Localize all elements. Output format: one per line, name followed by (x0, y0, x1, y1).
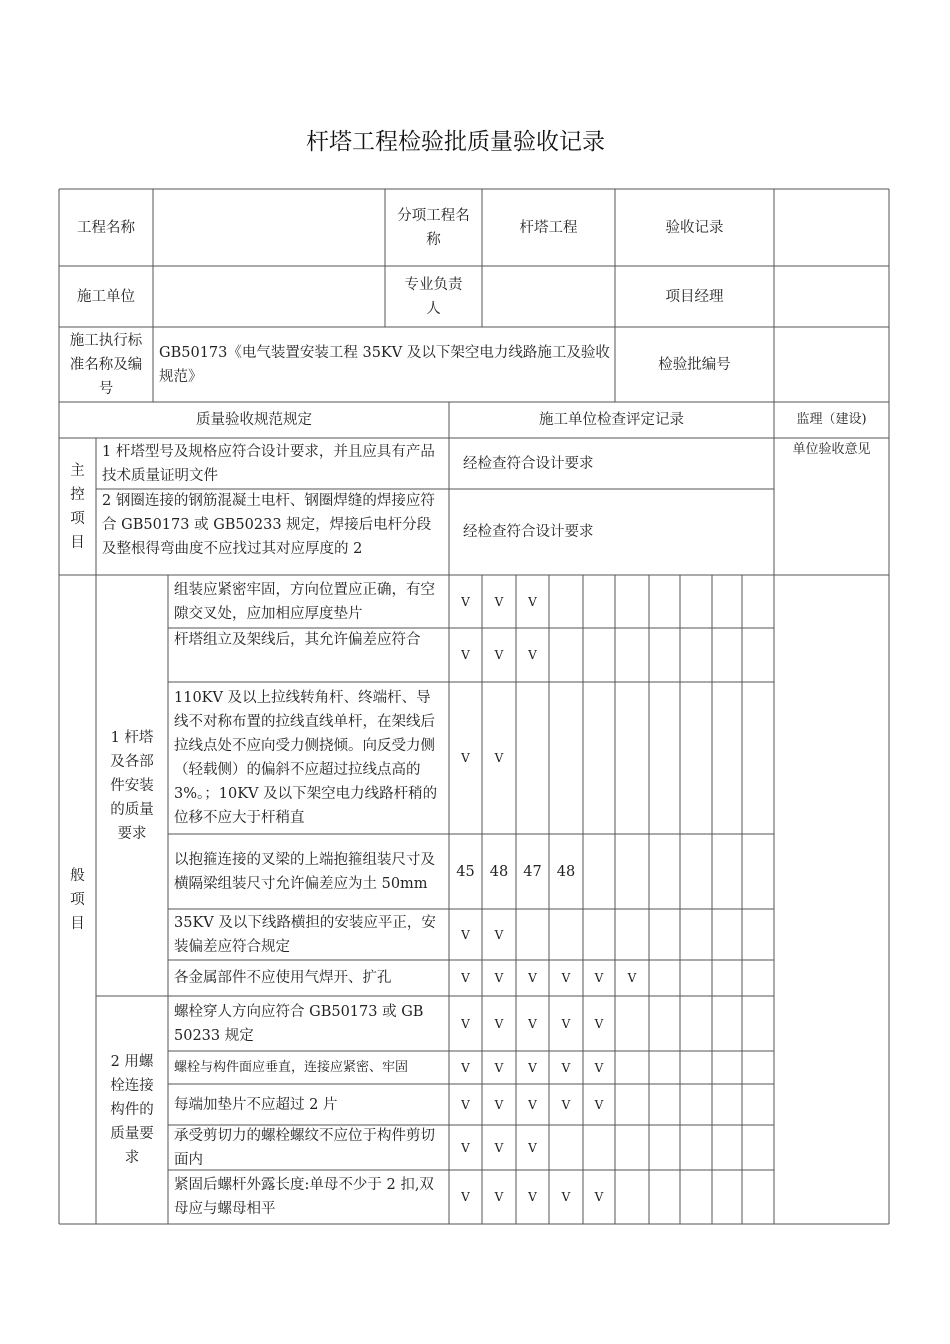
main-item-result: 经检查符合设计要求 (463, 455, 594, 472)
spec-item-text: 杆塔组立及架线后，其允许偏差应符合 (174, 632, 421, 648)
acceptance-record-label: 验收记录 (665, 219, 724, 236)
spec-item-text: 承受剪切力的螺栓螺纹不应位于构件剪切面内 (174, 1127, 435, 1168)
check-mark: V (561, 1190, 571, 1204)
batch-no-label: 检验批编号 (658, 356, 731, 373)
professional-lead-label: 专业负责人 (404, 276, 463, 317)
check-mark: V (528, 1190, 537, 1204)
check-mark: V (494, 594, 504, 609)
main-item-text: 1 杆塔型号及规格应符合设计要求，并且应具有产品技术质量证明文件 (102, 443, 435, 484)
spec-item-text: 紧固后螺杆外露长度:单母不少于 2 扣,双母应与螺母相平 (174, 1177, 434, 1217)
check-mark: V (528, 1016, 537, 1031)
main-item-text: 2 钢圈连接的钢筋混凝土电杆、钢圈焊缝的焊接应符合 GB50173 或 GB50233 规定，焊接后电杆分段及整根得弯曲度不应找过其对应厚度的 2 (102, 493, 435, 557)
check-mark: V (627, 971, 637, 985)
check-mark: V (594, 1190, 604, 1204)
check-mark: 45 (456, 863, 475, 880)
check-mark: V (594, 1060, 604, 1075)
check-mark: V (494, 971, 504, 985)
check-mark: V (461, 1016, 470, 1031)
spec-item-text: 35KV 及以下线路横担的安装应平正，安装偏差应符合规定 (174, 914, 436, 955)
check-mark: V (461, 971, 470, 985)
check-mark: V (461, 648, 470, 662)
spec-item-text: 以抱箍连接的叉梁的上端抱箍组装尺寸及横隔梁组装尺寸允许偏差应为土 50mm (174, 851, 435, 892)
check-mark: V (494, 1016, 504, 1031)
main-item-result: 经检查符合设计要求 (463, 524, 594, 540)
construction-unit-label: 施工单位 (77, 288, 135, 305)
check-mark: V (528, 1140, 537, 1155)
group-label: 1 杆塔及各部件安装的质量要求 (110, 729, 154, 842)
check-mark: V (461, 751, 470, 765)
standard-value: GB50173《电气装置安装工程 35KV 及以下架空电力线路施工及验收规范》 (159, 344, 610, 385)
spec-item-text: 螺栓与构件面应垂直，连接应紧密、牢固 (174, 1059, 409, 1075)
check-mark: V (561, 971, 571, 985)
check-mark: V (461, 927, 470, 942)
check-mark: V (594, 971, 604, 985)
check-mark: V (461, 1190, 470, 1204)
check-mark: V (461, 1097, 470, 1112)
check-mark: V (494, 1060, 504, 1075)
check-mark: V (494, 1097, 504, 1112)
check-column-header: 施工单位检查评定记录 (539, 412, 684, 428)
project-manager-label: 项目经理 (665, 288, 724, 305)
check-mark: 47 (523, 863, 542, 880)
check-mark: V (461, 594, 470, 609)
check-mark: V (494, 1190, 504, 1204)
group-label: 2 用螺栓连接构件的质量要求 (110, 1054, 154, 1166)
standard-label: 施工执行标准名称及编号 (69, 332, 143, 397)
spec-item-text: 110KV 及以上拉线转角杆、终端杆、导线不对称布置的拉线直线单杆，在架线后拉线点处不应向受力侧挠倾。向反受力侧（轻载侧）的偏斜不应超过拉线点高的 3%。；10KV 及以下架空电力线路杆稍的位移不应大于杆稍直 (174, 690, 438, 826)
main-control-label: 主控项目 (70, 462, 85, 551)
general-items-label: 般项目 (70, 867, 85, 932)
check-mark: 48 (556, 863, 576, 880)
spec-item-text: 螺栓穿人方向应符合 GB50173 或 GB 50233 规定 (174, 1003, 424, 1044)
check-mark: V (461, 1060, 470, 1075)
page-title: 杆塔工程检验批质量验收记录 (306, 129, 605, 155)
supervisor-opinion-label: 单位验收意见 (792, 442, 871, 457)
check-mark: 48 (489, 863, 509, 880)
check-mark: V (561, 1097, 571, 1112)
check-mark: V (528, 648, 537, 662)
subproject-label: 分项工程名称 (397, 207, 470, 248)
subproject-value: 杆塔工程 (519, 219, 578, 236)
check-mark: V (494, 927, 504, 942)
project-name-label: 工程名称 (77, 219, 135, 236)
spec-item-text: 组装应紧密牢固，方向位置应正确，有空隙交叉处，应加相应厚度垫片 (174, 581, 435, 622)
spec-item-text: 每端加垫片不应超过 2 片 (174, 1096, 338, 1113)
check-mark: V (494, 751, 504, 765)
check-mark: V (494, 1140, 504, 1155)
supervisor-column-header: 监理（建设) (796, 412, 867, 427)
check-mark: V (561, 1060, 571, 1075)
check-mark: V (461, 1140, 470, 1155)
check-mark: V (528, 1097, 537, 1112)
check-mark: V (561, 1016, 571, 1031)
check-mark: V (528, 594, 537, 609)
check-mark: V (528, 971, 537, 985)
check-mark: V (594, 1097, 604, 1112)
check-mark: V (528, 1060, 537, 1075)
spec-item-text: 各金属部件不应使用气焊开、扩孔 (174, 970, 392, 986)
check-mark: V (494, 648, 504, 662)
check-mark: V (594, 1016, 604, 1031)
spec-column-header: 质量验收规范规定 (196, 412, 312, 428)
